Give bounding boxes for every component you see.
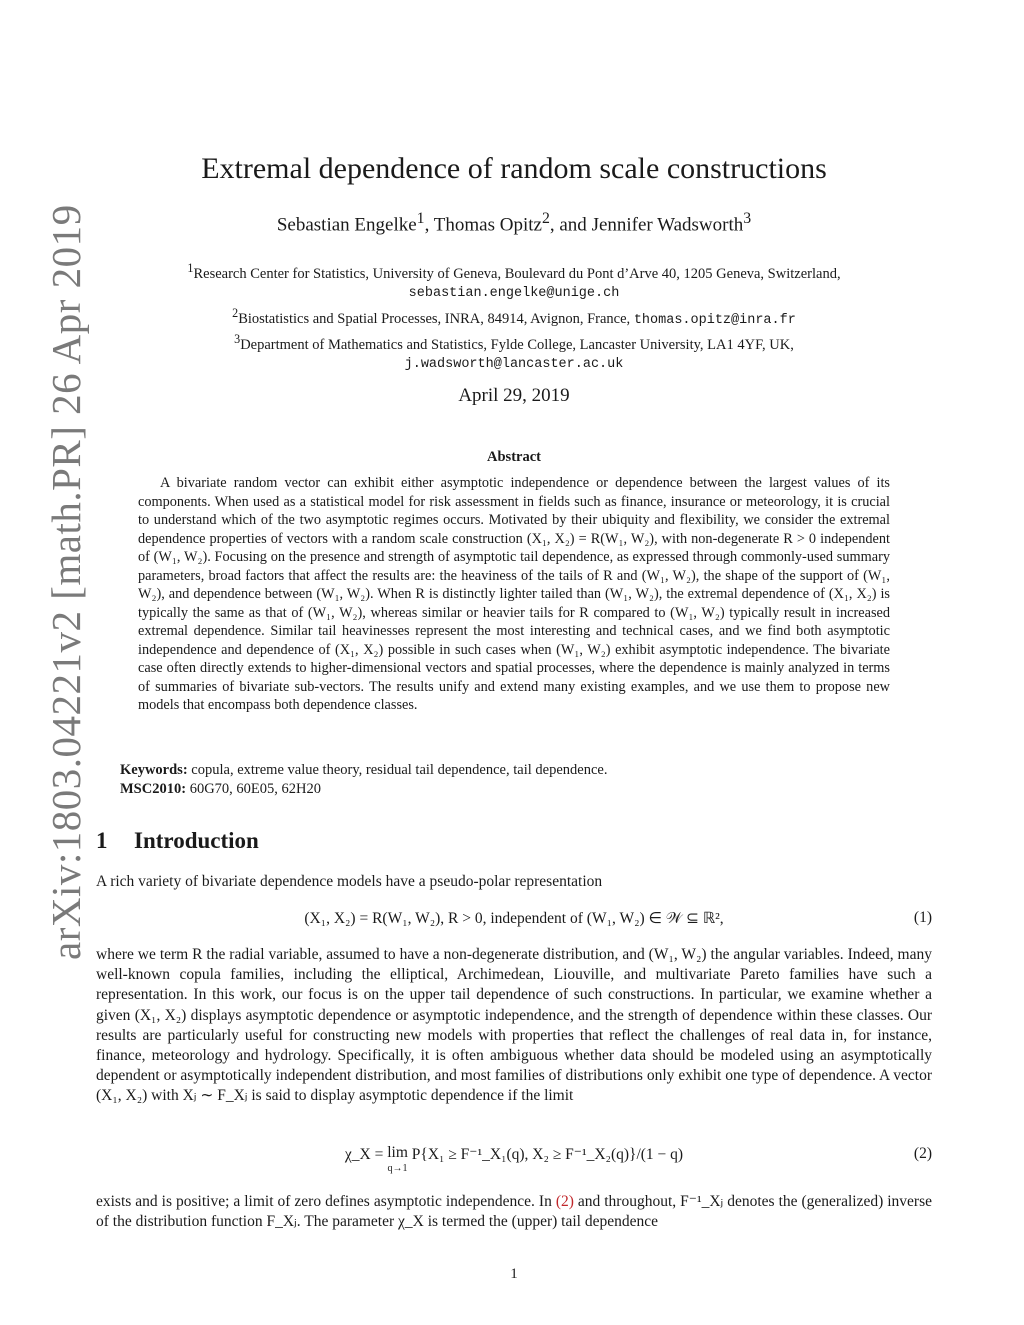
limit-operator	[387, 1145, 408, 1177]
keywords-text: copula, extreme value theory, residual tail dependence, tail dependence.	[187, 762, 608, 778]
limit-symbol: lim	[387, 1144, 408, 1161]
keywords-label: Keywords:	[120, 762, 188, 778]
equation-number: (2)	[913, 1145, 932, 1162]
page-number: 1	[510, 1266, 518, 1282]
intro-paragraph-2: where we term R the radial variable, assumed to have a non-degenerate distribution, and (W₁, W₂) the angular variables. Indeed, many well-known copula families, including the elliptical, Archimedean, Liouville, and multivariate Pareto families have such a representation. In this work, our focus is on the upper tail dependence of such constructions. In particular, we examine whether a given (X₁, X₂) displays asymptotic dependence or asymptotic independence, and the strength of dependence within these classes. Our results are particularly useful for constructing new models with properties that reflect the challenges of real data in, for instance, finance, meteorology and hydrology. Specifically, it is often ambiguous whether data should be modeled using an asymptotically dependent or asymptotically independent distribution, and most families of distributions only exhibit one type of dependence. A vector (X₁, X₂) with Xⱼ ∼ F_Xⱼ is said to display asymptotic dependence if the limit	[96, 946, 932, 1105]
email-link[interactable]: j.wadsworth@lancaster.ac.uk	[404, 357, 624, 373]
email-link[interactable]: thomas.opitz@inra.fr	[633, 312, 796, 328]
equation-body: (X₁, X₂) = R(W₁, W₂), R > 0, independent of (W₁, W₂) ∈ 𝒲 ⊆ ℝ²,	[304, 910, 724, 927]
abstract-heading: Abstract	[487, 449, 541, 465]
affil-mark: 3	[234, 332, 241, 347]
author-list	[96, 210, 932, 236]
author-affil-mark: 2	[541, 210, 550, 227]
limit-subscript: q→1	[387, 1163, 408, 1174]
affiliation-1	[96, 259, 932, 283]
paper-date: April 29, 2019	[458, 385, 570, 406]
keywords-line	[120, 762, 920, 779]
equation-body	[96, 1145, 932, 1177]
equation-2	[96, 1144, 932, 1174]
affiliation-text: Department of Mathematics and Statistics, Fylde College, Lancaster University, LA1 4YF, UK,	[240, 336, 794, 353]
affil-mark: 2	[232, 305, 239, 320]
author-separator: ,	[424, 214, 434, 236]
affiliation-text: Biostatistics and Spatial Processes, INRA, 84914, Avignon, France,	[238, 310, 634, 327]
msc-text: 60G70, 60E05, 62H20	[186, 781, 321, 797]
affiliation-3	[96, 330, 932, 354]
paragraph-text: and throughout, F⁻¹_Xⱼ denotes the (generalized) inverse of the distribution function F_Xⱼ. The parameter χ_X is termed the (upper) tail dependence	[96, 1193, 932, 1231]
affil-mark: 1	[187, 261, 194, 275]
msc-line	[120, 781, 920, 798]
equation-reference-link[interactable]: (2)	[555, 1193, 574, 1210]
intro-paragraph-3	[96, 1192, 932, 1232]
equation-1	[96, 909, 932, 933]
author-separator: , and	[549, 214, 592, 236]
paragraph-text: exists and is positive; a limit of zero defines asymptotic independence. In	[96, 1193, 556, 1210]
equation-number: (1)	[913, 909, 932, 926]
email-link[interactable]: sebastian.engelke@unige.ch	[408, 286, 620, 302]
section-heading	[96, 828, 259, 854]
affiliation-text: Research Center for Statistics, University of Geneva, Boulevard du Pont d’Arve 40, 1205 Geneva, Switzerland,	[193, 265, 841, 282]
author-affil-mark: 1	[416, 210, 425, 227]
paper-title: Extremal dependence of random scale constructions	[201, 152, 827, 185]
author-name: Sebastian Engelke	[276, 214, 417, 236]
equation-rhs: P{X₁ ≥ F⁻¹_X₁(q), X₂ ≥ F⁻¹_X₂(q)}/(1 − q)	[407, 1146, 684, 1163]
arxiv-identifier: arXiv:1803.04221v2 [math.PR] 26 Apr 2019	[43, 204, 89, 960]
affiliation-2	[96, 304, 932, 330]
author-name: Thomas Opitz	[433, 214, 542, 236]
abstract-text: A bivariate random vector can exhibit either asymptotic independence or dependence between the largest values of its components. When used as a statistical model for risk assessment in fields such as finance, insurance or meteorology, it is crucial to understand which of the two asymptotic regimes occurs. Motivated by their ubiquity and flexibility, we consider the extremal dependence properties of vectors with a random scale construction (X₁, X₂) = R(W₁, W₂), with non-degenerate R > 0 independent of (W₁, W₂). Focusing on the presence and strength of asymptotic tail dependence, as expressed through commonly-used summary parameters, broad factors that affect the results are: the heaviness of the tails of R and (W₁, W₂), the shape of the support of (W₁, W₂), and dependence between (W₁, W₂). When R is distinctly lighter tailed than (W₁, W₂), the extremal dependence of (X₁, X₂) is typically the same as that of (W₁, W₂), whereas similar or heavier tails for R compared to (W₁, W₂) typically result in increased extremal dependence. Similar tail heavinesses represent the most interesting and technical cases, and we find both asymptotic independence and dependence of (X₁, X₂) possible in such cases when (W₁, W₂) exhibit asymptotic independence. The bivariate case often directly extends to higher-dimensional vectors and spatial processes, where the dependence is mainly analyzed in terms of summaries of bivariate sub-vectors. The results unify and extend many existing examples, and we use them to propose new models that encompass both dependence classes.	[138, 475, 890, 713]
section-title: Introduction	[134, 828, 259, 853]
msc-label: MSC2010:	[120, 781, 187, 797]
equation-lhs: χ_X =	[344, 1146, 388, 1163]
author-name: Jennifer Wadsworth	[591, 214, 744, 236]
intro-paragraph-1: A rich variety of bivariate dependence models have a pseudo-polar representation	[96, 873, 603, 890]
author-affil-mark: 3	[743, 210, 752, 227]
section-number: 1	[96, 828, 108, 853]
affiliations	[96, 259, 932, 375]
